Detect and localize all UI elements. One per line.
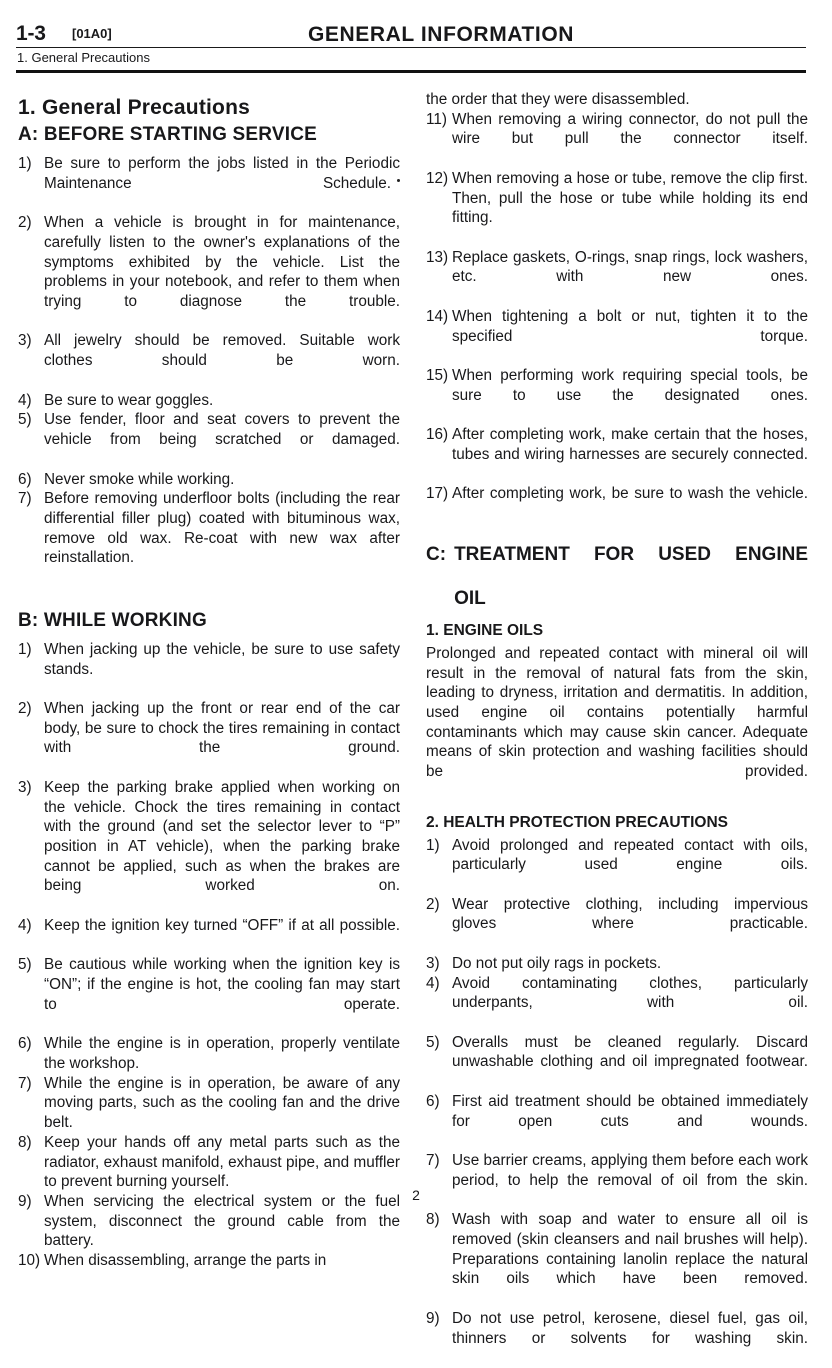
list-item-marker: 8) bbox=[18, 1133, 32, 1151]
list-item bbox=[426, 954, 808, 974]
list-item-text: After completing work, make certain that the hoses, tubes and wiring harnesses are securely connected. bbox=[452, 426, 808, 463]
header-rule-thin bbox=[16, 47, 806, 48]
list-item bbox=[18, 213, 400, 331]
list-item-marker: 6) bbox=[18, 1035, 32, 1053]
header-subtitle: 1. General Precautions bbox=[17, 50, 150, 65]
list-item-marker: 3) bbox=[18, 778, 32, 796]
list-item-marker: 13) bbox=[426, 248, 449, 266]
list-item bbox=[18, 1133, 400, 1192]
list-item-marker: 14) bbox=[426, 307, 449, 325]
list-item-marker: 1) bbox=[18, 640, 32, 658]
list-item bbox=[426, 1092, 808, 1151]
list-item-marker: 5) bbox=[426, 1033, 440, 1051]
list-item bbox=[18, 331, 400, 390]
subsection-c-label: C: bbox=[426, 543, 447, 565]
subsection-c-line2: OIL bbox=[454, 587, 486, 609]
list-item bbox=[426, 1309, 808, 1368]
list-item-marker: 1) bbox=[426, 836, 440, 854]
list-item-marker: 12) bbox=[426, 169, 449, 187]
page-header bbox=[16, 22, 806, 76]
list-item-text: Be sure to perform the jobs listed in the Periodic Maintenance Schedule. bbox=[44, 155, 400, 192]
list-item bbox=[426, 366, 808, 425]
list-item-marker: 2) bbox=[18, 699, 32, 717]
list-item bbox=[426, 248, 808, 307]
list-item bbox=[18, 410, 400, 469]
list-item bbox=[18, 955, 400, 1034]
right-column bbox=[426, 90, 808, 1368]
list-item-text: When removing a hose or tube, remove the clip first. Then, pull the hose or tube while holding its end fitting. bbox=[452, 169, 808, 227]
list-item-text: After completing work, be sure to wash the vehicle. bbox=[452, 485, 808, 503]
list-item-text: When disassembling, arrange the parts in bbox=[44, 1252, 327, 1270]
list-item-marker: 5) bbox=[18, 956, 32, 974]
list-item-marker: 9) bbox=[426, 1309, 440, 1327]
header-title: GENERAL INFORMATION bbox=[307, 23, 575, 46]
list-item bbox=[18, 1074, 400, 1133]
list-item-marker: 6) bbox=[426, 1092, 440, 1110]
list-item-text: When performing work requiring special tools, be sure to use the designated ones. bbox=[452, 367, 808, 404]
list-item-marker: 17) bbox=[426, 485, 449, 503]
list-item bbox=[426, 169, 808, 248]
list-item-text: When jacking up the front or rear end of the car body, be sure to chock the tires remaining in contact with the ground. bbox=[44, 699, 400, 757]
list-item bbox=[18, 1034, 400, 1073]
left-column bbox=[18, 90, 400, 1368]
header-section-code: [01A0] bbox=[72, 26, 112, 41]
list-item bbox=[18, 154, 400, 213]
list-item-marker: 16) bbox=[426, 426, 449, 444]
subsection-c-line1: TREATMENT FOR USED ENGINE bbox=[454, 543, 808, 565]
list-item bbox=[18, 489, 400, 588]
list-item-text: Before removing underfloor bolts (including the rear differential filler plug) coated with bituminous wax, remove old wax. Re-coat with new wax after reinstallation. bbox=[44, 490, 400, 567]
list-item-text: Never smoke while working. bbox=[44, 470, 235, 488]
heading-engine-oils: 1. ENGINE OILS bbox=[426, 621, 544, 639]
list-item-marker: 7) bbox=[18, 1074, 32, 1092]
list-item-marker: 15) bbox=[426, 367, 449, 385]
heading-health-protection: 2. HEALTH PROTECTION PRECAUTIONS bbox=[426, 813, 728, 831]
list-item-marker: 2) bbox=[18, 214, 32, 232]
list-item-text: Be cautious while working when the ignition key is “ON”; if the engine is hot, the cooling fan may start to operate. bbox=[44, 956, 400, 1013]
list-item bbox=[18, 1251, 400, 1271]
subsection-a-heading: A: BEFORE STARTING SERVICE bbox=[18, 124, 318, 145]
list-item-text: Use barrier creams, applying them before each work period, to help the removal of oil from the skin. bbox=[452, 1152, 808, 1189]
list-item bbox=[426, 307, 808, 366]
list-item-text: When jacking up the vehicle, be sure to use safety stands. bbox=[44, 640, 400, 678]
list-item-marker: 4) bbox=[18, 391, 32, 409]
list-item-text: When a vehicle is brought in for maintenance, carefully listen to the owner's explanations of the symptoms exhibited by the vehicle. List the problems in your notebook, and refer to them when trying to diagnose the trouble. bbox=[44, 214, 400, 311]
list-item-text: When tightening a bolt or nut, tighten it to the specified torque. bbox=[452, 307, 808, 345]
list-item-text: Avoid prolonged and repeated contact with oils, particularly used engine oils. bbox=[452, 836, 808, 874]
list-item-marker: 5) bbox=[18, 411, 32, 429]
list-item-text: When servicing the electrical system or the fuel system, disconnect the ground cable from the battery. bbox=[44, 1192, 400, 1250]
subsection-c-heading bbox=[426, 544, 808, 610]
list-item-marker: 7) bbox=[18, 490, 32, 508]
engine-oils-paragraph: Prolonged and repeated contact with mineral oil will result in the removal of natural fats from the skin, leading to dryness, irritation and dermatitis. In addition, used engine oil contains potentially harmful contaminants which may cause skin cancer. Adequate means of skin protection and washing facilities should be provided. bbox=[426, 644, 808, 781]
list-item-text: Overalls must be cleaned regularly. Discard unwashable clothing and oil impregnated footwear. bbox=[452, 1033, 808, 1071]
list-item-marker: 3) bbox=[18, 332, 32, 350]
list-item-marker: 8) bbox=[426, 1211, 440, 1229]
list-item-text: First aid treatment should be obtained immediately for open cuts and wounds. bbox=[452, 1092, 808, 1130]
document-page bbox=[0, 22, 832, 1347]
list-item bbox=[426, 1033, 808, 1092]
footnote-dot-icon bbox=[397, 179, 400, 182]
list-item bbox=[426, 895, 808, 954]
list-item bbox=[426, 110, 808, 169]
list-item-text: Be sure to wear goggles. bbox=[44, 391, 214, 409]
list-item-text: Use fender, floor and seat covers to prevent the vehicle from being scratched or damaged. bbox=[44, 411, 400, 449]
list-item bbox=[18, 699, 400, 778]
list-item-text: Wear protective clothing, including impervious gloves where practicable. bbox=[452, 895, 808, 933]
list-item-text: While the engine is in operation, be aware of any moving parts, such as the cooling fan and the drive belt. bbox=[44, 1074, 400, 1132]
list-item-marker: 10) bbox=[18, 1252, 41, 1270]
continued-paragraph: the order that they were disassembled. bbox=[426, 91, 690, 108]
list-item bbox=[426, 425, 808, 484]
list-item-text: Do not use petrol, kerosene, diesel fuel, gas oil, thinners or solvents for washing skin. bbox=[452, 1309, 808, 1347]
list-item-text: Do not put oily rags in pockets. bbox=[452, 954, 662, 972]
list-item-text: Replace gaskets, O-rings, snap rings, lock washers, etc. with new ones. bbox=[452, 248, 808, 286]
two-column-body bbox=[18, 90, 806, 1368]
list-item-marker: 11) bbox=[426, 110, 447, 128]
list-item-text: All jewelry should be removed. Suitable work clothes should be worn. bbox=[44, 332, 400, 370]
list-item-marker: 7) bbox=[426, 1152, 440, 1170]
header-rule-thick bbox=[16, 70, 806, 73]
list-item-text: Wash with soap and water to ensure all oil is removed (skin cleansers and nail brushes will help). Preparations containing lanolin replace the natural skin oils which have been removed. bbox=[452, 1211, 808, 1288]
list-item-marker: 1) bbox=[18, 155, 32, 172]
list-item bbox=[426, 1210, 808, 1309]
list-item bbox=[426, 484, 808, 523]
page-footer: 2 bbox=[412, 1187, 420, 1203]
subsection-c-text bbox=[454, 544, 808, 610]
list-item bbox=[18, 391, 400, 411]
list-item-marker: 4) bbox=[18, 916, 32, 934]
list-item bbox=[18, 470, 400, 490]
section-title: 1. General Precautions bbox=[18, 96, 250, 119]
list-item-text: Keep your hands off any metal parts such as the radiator, exhaust manifold, exhaust pipe, and muffler to prevent burning yourself. bbox=[44, 1133, 400, 1191]
list-item bbox=[18, 916, 400, 955]
list-item bbox=[18, 640, 400, 699]
list-item-text: Keep the parking brake applied when working on the vehicle. Chock the tires remaining in contact with the ground (and set the selector lever to “P” position in AT vehicle), when the parking brake cannot be applied, such as when the brakes are being worked on. bbox=[44, 778, 400, 895]
list-item-text: Keep the ignition key turned “OFF” if at all possible. bbox=[44, 916, 400, 934]
list-item-marker: 4) bbox=[426, 974, 440, 992]
list-item-text: Avoid contaminating clothes, particularly underpants, with oil. bbox=[452, 974, 808, 1012]
list-item-marker: 2) bbox=[426, 895, 440, 913]
subsection-b-heading: B: WHILE WORKING bbox=[18, 609, 207, 631]
list-item bbox=[18, 778, 400, 916]
list-item-text: While the engine is in operation, properly ventilate the workshop. bbox=[44, 1035, 400, 1072]
list-item bbox=[426, 974, 808, 1033]
list-item bbox=[426, 836, 808, 895]
header-page-number: 1-3 bbox=[16, 22, 46, 45]
list-item-marker: 3) bbox=[426, 954, 440, 972]
list-item-marker: 9) bbox=[18, 1192, 32, 1210]
list-item-marker: 6) bbox=[18, 470, 32, 488]
list-item-text: When removing a wiring connector, do not pull the wire but pull the connector itself. bbox=[452, 110, 808, 148]
